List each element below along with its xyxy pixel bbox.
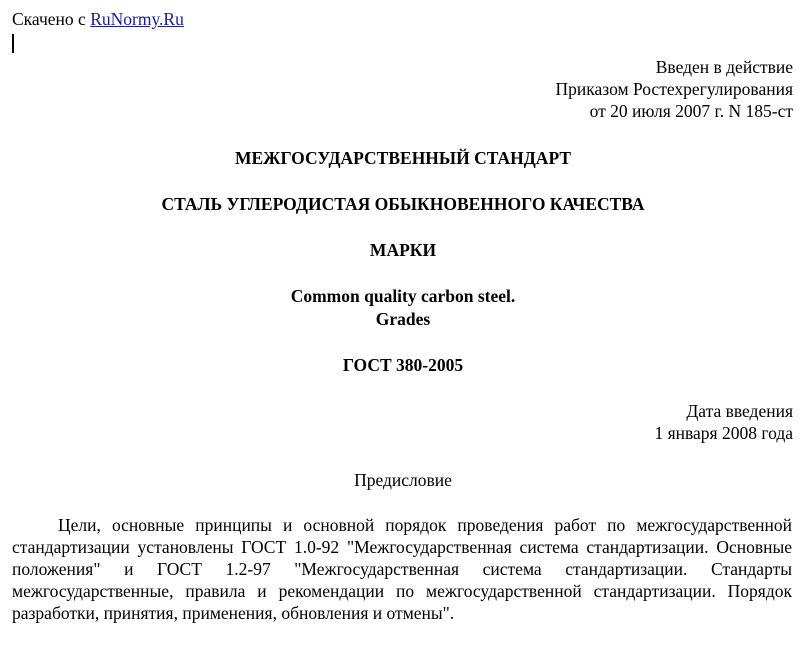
source-prefix: Скачено с — [12, 9, 91, 29]
enactment-line-3: от 20 июля 2007 г. N 185-ст — [589, 101, 793, 121]
runormy-link[interactable]: RuNormy.Ru — [90, 9, 184, 29]
standard-type-heading: МЕЖГОСУДАРСТВЕННЫЙ СТАНДАРТ — [234, 148, 572, 168]
enactment-block — [556, 56, 793, 122]
preface-paragraph: Цели, основные принципы и основной порядок проведения работ по межгосударственной стандартизации установлены ГОСТ 1.0-92 "Межгосударственная система стандартизации. Основные положения" и ГОСТ 1.2-97 "Межгосударственная система стандартизации. Стандарты межгосударственные, правила и рекомендации по межгосударственной стандартизации. Порядок разработки, принятия, применения, обновления и отмены". — [12, 515, 792, 623]
enactment-line-1: Введен в действие — [655, 57, 793, 77]
introduction-date-label: Дата введения — [686, 401, 793, 421]
english-title-line-2: Grades — [375, 309, 431, 329]
document-subtitle: МАРКИ — [369, 240, 437, 260]
document-title: СТАЛЬ УГЛЕРОДИСТАЯ ОБЫКНОВЕННОГО КАЧЕСТВА — [161, 194, 645, 214]
preface-heading: Предисловие — [354, 470, 452, 490]
source-line — [12, 8, 184, 30]
text-cursor — [12, 34, 14, 53]
introduction-date-block — [654, 400, 793, 444]
english-title-line-1: Common quality carbon steel. — [290, 286, 516, 306]
enactment-line-2: Приказом Ростехрегулирования — [555, 79, 793, 99]
standard-designation: ГОСТ 380-2005 — [342, 355, 464, 375]
introduction-date-value: 1 января 2008 года — [654, 423, 793, 443]
